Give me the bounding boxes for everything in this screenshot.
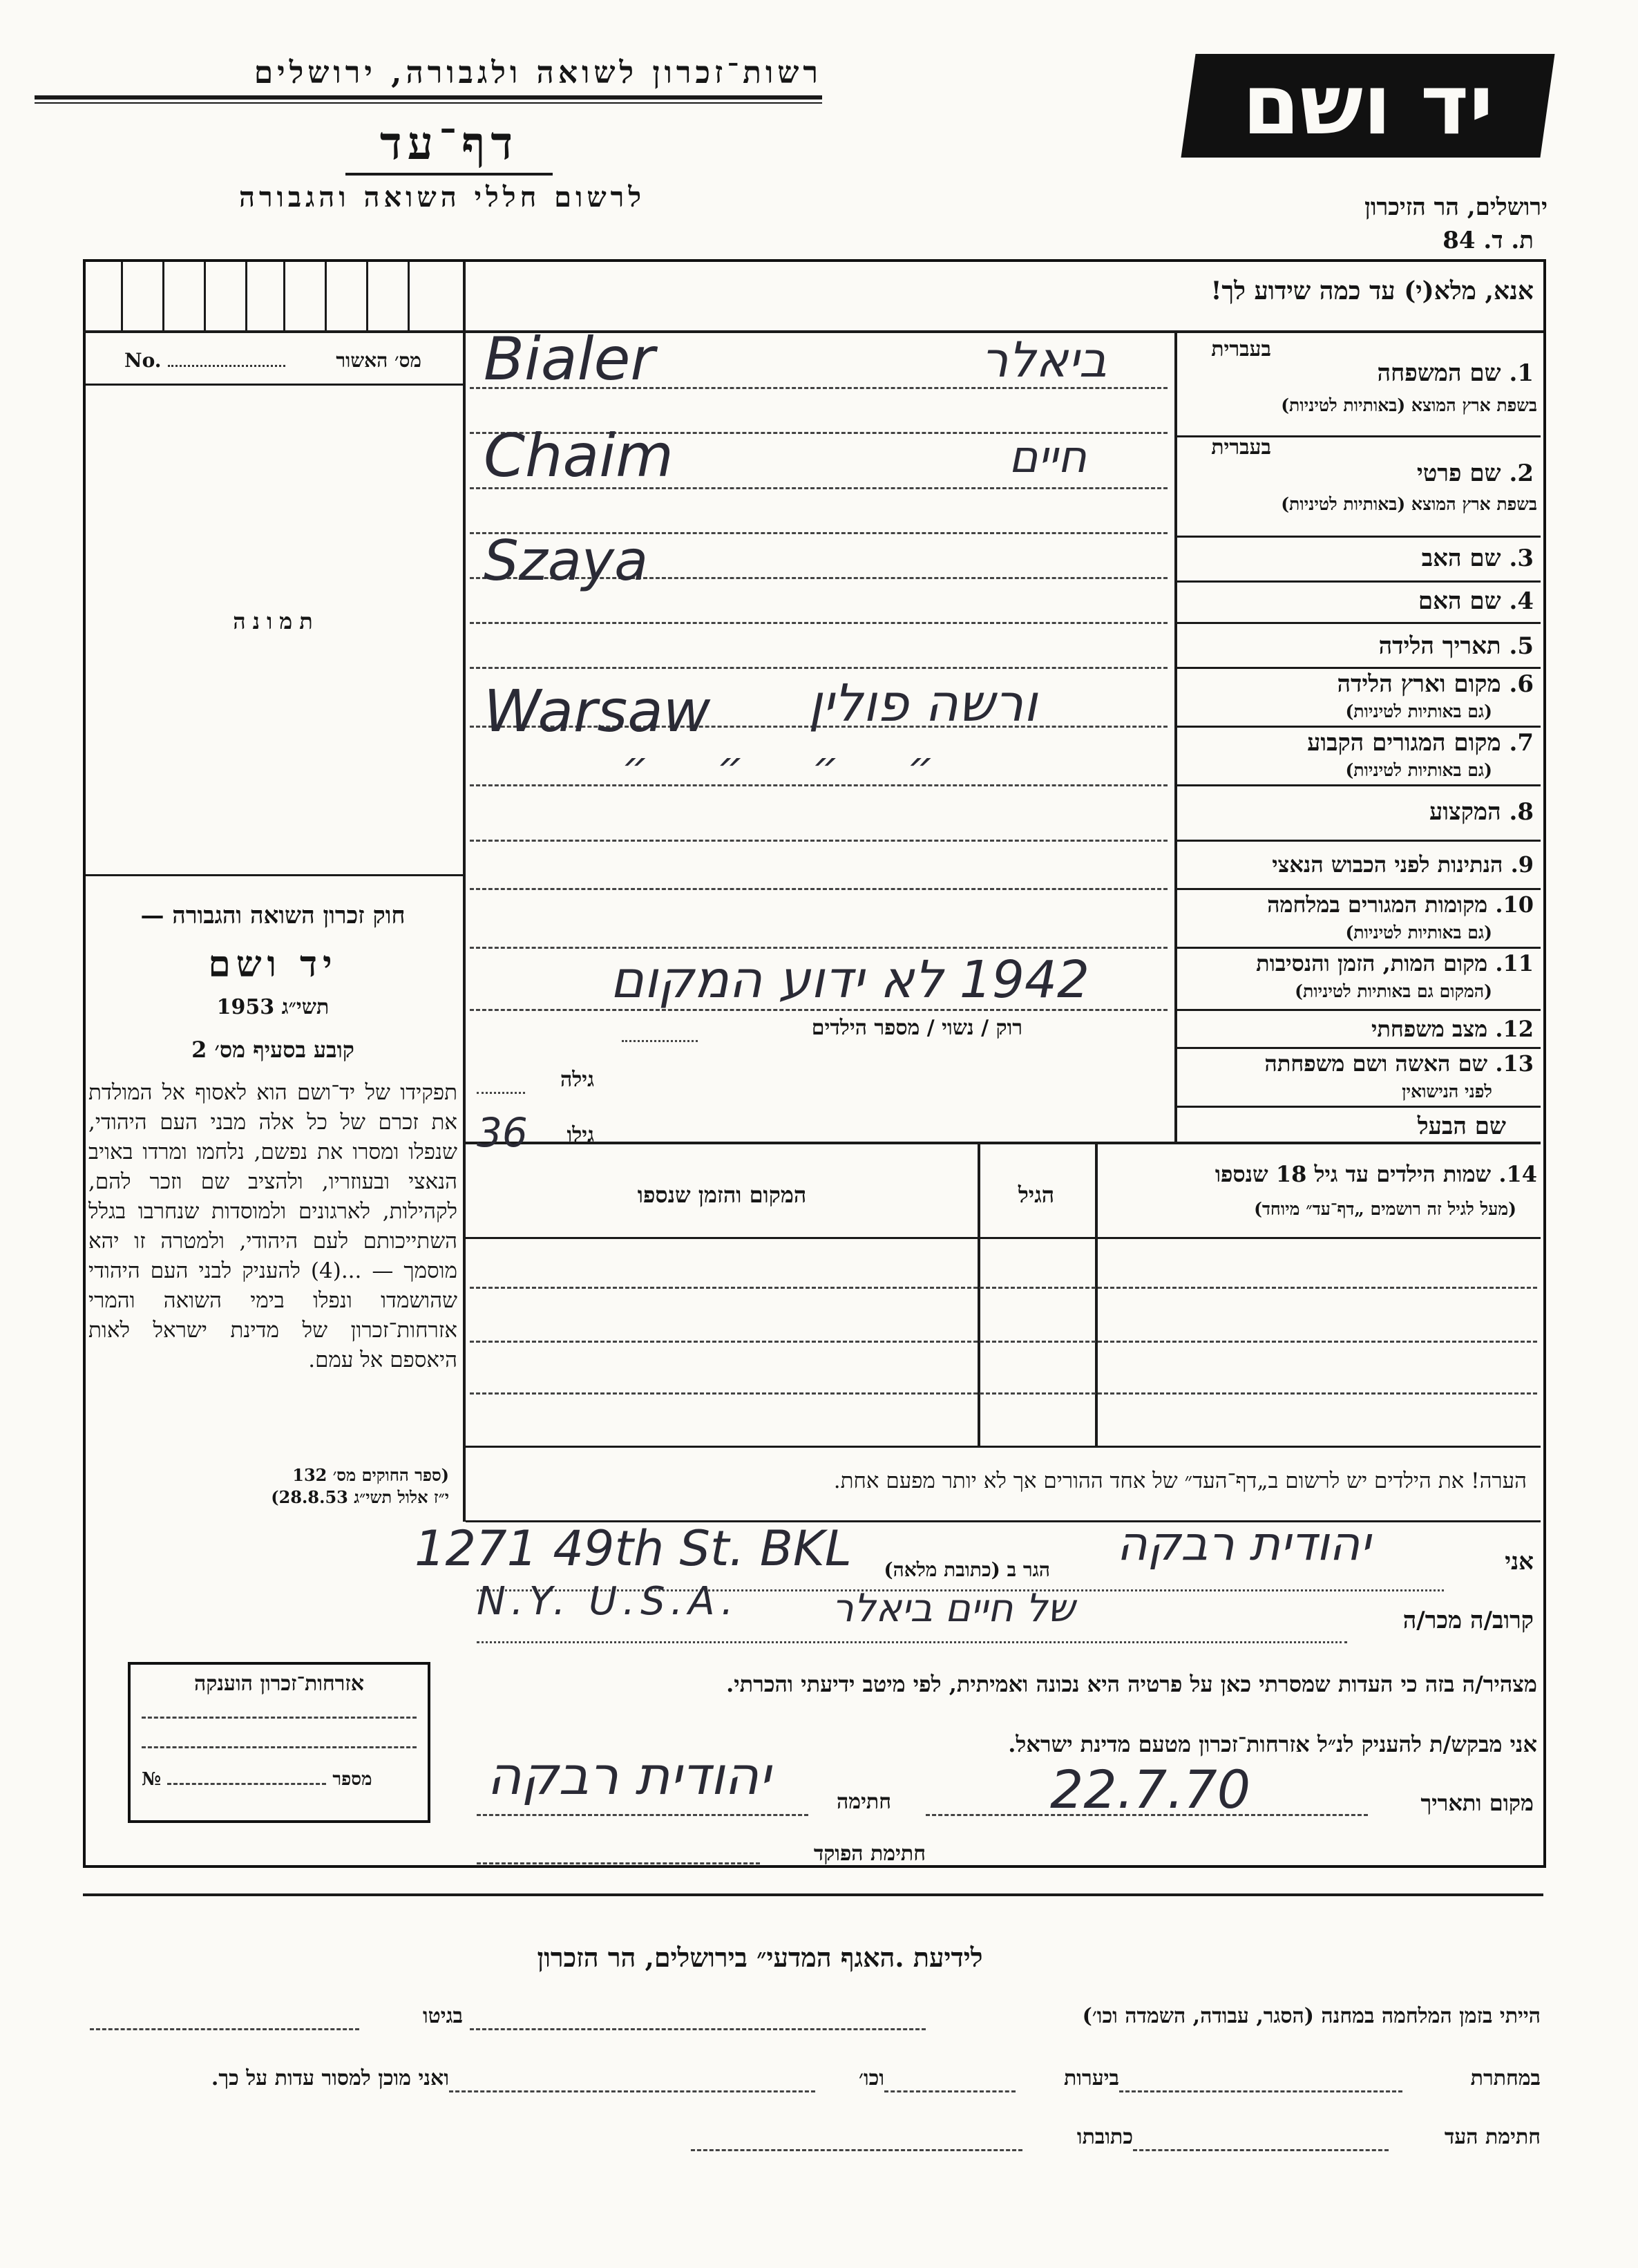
marital-options: רוק / נשוי / מספר הילדים xyxy=(811,1016,1022,1040)
certificate-title: אזרחות־זכרון הוענקה xyxy=(193,1672,365,1696)
field-11-label: 11. מקום המות, הזמן והנסיבות xyxy=(1256,950,1534,976)
footer-testimony-offer: ואני מוכן למסור עדות על כך. xyxy=(211,2066,449,2090)
col-place-time-header: המקום והזמן שנספו xyxy=(637,1182,807,1208)
wife-age-label: גילה xyxy=(560,1068,594,1092)
law-clause: קובע בסעיף מס׳ 2 xyxy=(191,1037,354,1063)
field-1-label: 1. שם המשפחה xyxy=(1377,359,1534,387)
field-1-hebrew-tag: בעברית xyxy=(1211,337,1271,361)
field-2-latin-hint: בשפת ארץ המוצא (באותיות לטיניות) xyxy=(1281,494,1537,514)
signature-label: חתימה xyxy=(837,1790,891,1814)
footer-line1-start: הייתי בזמן המלחמה במחנה (הסגר, עבודה, השמדה וכו׳) xyxy=(1082,2004,1541,2028)
husband-age-label: גילו xyxy=(566,1123,594,1147)
yad-vashem-logo xyxy=(1181,54,1554,158)
col-age-header: הגיל xyxy=(1018,1182,1055,1208)
footer-witness-signature: חתימת העד xyxy=(1444,2125,1541,2149)
certificate-number: № מספר xyxy=(142,1769,372,1790)
field-9-label: 9. הנתינות לפני הכבוש הנאצי xyxy=(1272,851,1534,878)
po-box: ת. ד. 84 xyxy=(1442,227,1534,254)
field-13-label: 13. שם האשה ושם משפחתה xyxy=(1264,1050,1534,1077)
field-14-label: 14. שמות הילדים עד גיל 18 שנספו xyxy=(1215,1161,1537,1187)
field-2-label: 2. שם פרטי xyxy=(1416,460,1534,487)
field-8-label: 8. המקצוע xyxy=(1429,798,1534,826)
declaration: מצהיר/ה בזה כי העדות שמסרתי כאן על פרטיה היא נכונה ואמיתית, לפי מיטב ידיעתי והכרתי. xyxy=(726,1671,1537,1697)
field-7-hint: (גם באותיות לטיניות) xyxy=(1345,760,1492,780)
form-subtitle: לרשום חללי השואה והגבורה xyxy=(238,181,646,214)
law-reference-1: (ספר החוקים מס׳ 132 xyxy=(292,1465,449,1485)
law-reference-2: י״ז אלול תשי״ג 28.8.53) xyxy=(271,1487,449,1507)
signature-handwriting: יהודית רבקה xyxy=(486,1745,771,1806)
witness-name-handwriting: יהודית רבקה xyxy=(1116,1517,1371,1571)
citizenship-request: אני מבקש/ת להעניק לנ״ל אזרחות־זכרון מטעם מדינת ישראל. xyxy=(1008,1731,1537,1757)
birthplace-latin-handwriting: Warsaw xyxy=(484,677,711,745)
relative-label: קרוב/ה מכר/ה xyxy=(1402,1607,1534,1634)
field-10-label: 10. מקומות המגורים במלחמה xyxy=(1267,891,1534,918)
field-13-hint: לפני הנישואין xyxy=(1402,1081,1492,1102)
children-hint: (מעל לגיל זה רושמים „דף־עד״ מיוחד) xyxy=(1254,1199,1516,1219)
law-name: יד ושם xyxy=(208,943,338,985)
age-handwriting: 36 xyxy=(477,1109,528,1156)
firstname-latin-handwriting: Chaim xyxy=(484,422,674,491)
relation-handwriting: של חיים ביאלר xyxy=(832,1586,1075,1631)
address-line1-handwriting: 1271 49th St. BKL xyxy=(415,1520,852,1577)
field-10-hint: (גם באותיות לטיניות) xyxy=(1345,923,1492,943)
field-1-latin-hint: בשפת ארץ המוצא (באותיות לטיניות) xyxy=(1281,395,1537,415)
footer-underground: במחתרת xyxy=(1470,2066,1541,2090)
logo-text: יד ושם xyxy=(1242,57,1494,153)
field-7-label: 7. מקום המגורים הקבוע xyxy=(1307,729,1534,757)
firstname-hebrew-handwriting: חיים xyxy=(1009,432,1087,483)
law-title: חוק זכרון השואה והגבורה — xyxy=(140,902,406,929)
field-6-label: 6. מקום וארץ הלידה xyxy=(1337,670,1534,698)
law-text: תפקידו של יד־ושם הוא לאסוף אל המולדת את זכרם של כל אלה מבני העם היהודי, שנפלו ומסרו את נפשם, נלחמו ומרדו באויב הנאצי ובעוזריו, ולהציב שם וזכר להם, לקהילות, לארגונים ולמוסדות שנחרבו בגלל השתייכותם לעם היהודי, ולמטרה זו יהא מוסמך — ...(4) להעניק לבני העם היהודי שהושמדו ונפלו בימי השואה והמרי אזרחות־זכרון של מדינת ישראל לאות היאספם אל עמם. xyxy=(88,1080,457,1372)
field-3-label: 3. שם האב xyxy=(1421,545,1534,572)
instruction: אנא, מלא(י) עד כמה שידוע לך! xyxy=(1210,276,1534,305)
address: ירושלים, הר הזיכרון xyxy=(1364,193,1547,221)
footer-forests: ביערות xyxy=(1063,2066,1119,2090)
approval-number: No. מס׳ האשור xyxy=(124,349,421,372)
i-label: אני xyxy=(1505,1548,1534,1576)
residence-ditto-handwriting: ״ ״ ״ ״ xyxy=(622,743,962,791)
surname-latin-handwriting: Bialer xyxy=(484,325,655,394)
birthplace-hebrew-handwriting: ורשה פולין xyxy=(808,674,1038,733)
authority-underline xyxy=(35,95,822,100)
footer-title: לידיעת .האגף המדעי״ בירושלים, הר הזכרון xyxy=(537,1942,983,1973)
footer-line1-end: בגיטו xyxy=(422,2004,463,2028)
left-column-divider xyxy=(463,333,466,1522)
certificate-box xyxy=(128,1662,430,1823)
father-name-handwriting: Szaya xyxy=(484,529,649,593)
authority-title: רשות־זכרון לשואה ולגבורה, ירושלים xyxy=(254,55,822,91)
form-title: דף־עד xyxy=(379,116,519,170)
field-5-label: 5. תאריך הלידה xyxy=(1378,632,1534,660)
address-line2-handwriting: N.Y. U.S.A. xyxy=(477,1579,739,1624)
date-handwriting: 22.7.70 xyxy=(1050,1759,1251,1820)
law-year: תשי״ג 1953 xyxy=(216,995,330,1019)
footer-witness-address: כתובתו xyxy=(1076,2125,1133,2149)
photo-label: תמונה xyxy=(233,608,320,634)
field-2-hebrew-tag: בעברית xyxy=(1211,435,1271,460)
death-handwriting: 1942 לא ידוע המקום xyxy=(609,950,1090,1010)
field-6-hint: (גם באותיות לטיניות) xyxy=(1345,701,1492,721)
husband-label: שם הבעל xyxy=(1417,1113,1506,1140)
field-4-label: 4. שם האם xyxy=(1418,587,1534,615)
field-11-hint: (המקום גם באותיות לטיניות) xyxy=(1295,981,1492,1001)
surname-hebrew-handwriting: ביאלר xyxy=(981,332,1107,388)
resident-label: הגר ב (כתובת מלאה) xyxy=(884,1558,1050,1581)
officer-signature-label: חתימת הפוקד xyxy=(813,1842,926,1866)
place-date-label: מקום ותאריך xyxy=(1420,1790,1534,1816)
footer-etc: וכו׳ xyxy=(859,2066,884,2090)
children-note: הערה! את הילדים יש לרשום ב„דף־העד״ של אחד ההורים אך לא יותר מפעם אחת. xyxy=(833,1468,1527,1493)
field-12-label: 12. מצב משפחתי xyxy=(1371,1016,1534,1042)
